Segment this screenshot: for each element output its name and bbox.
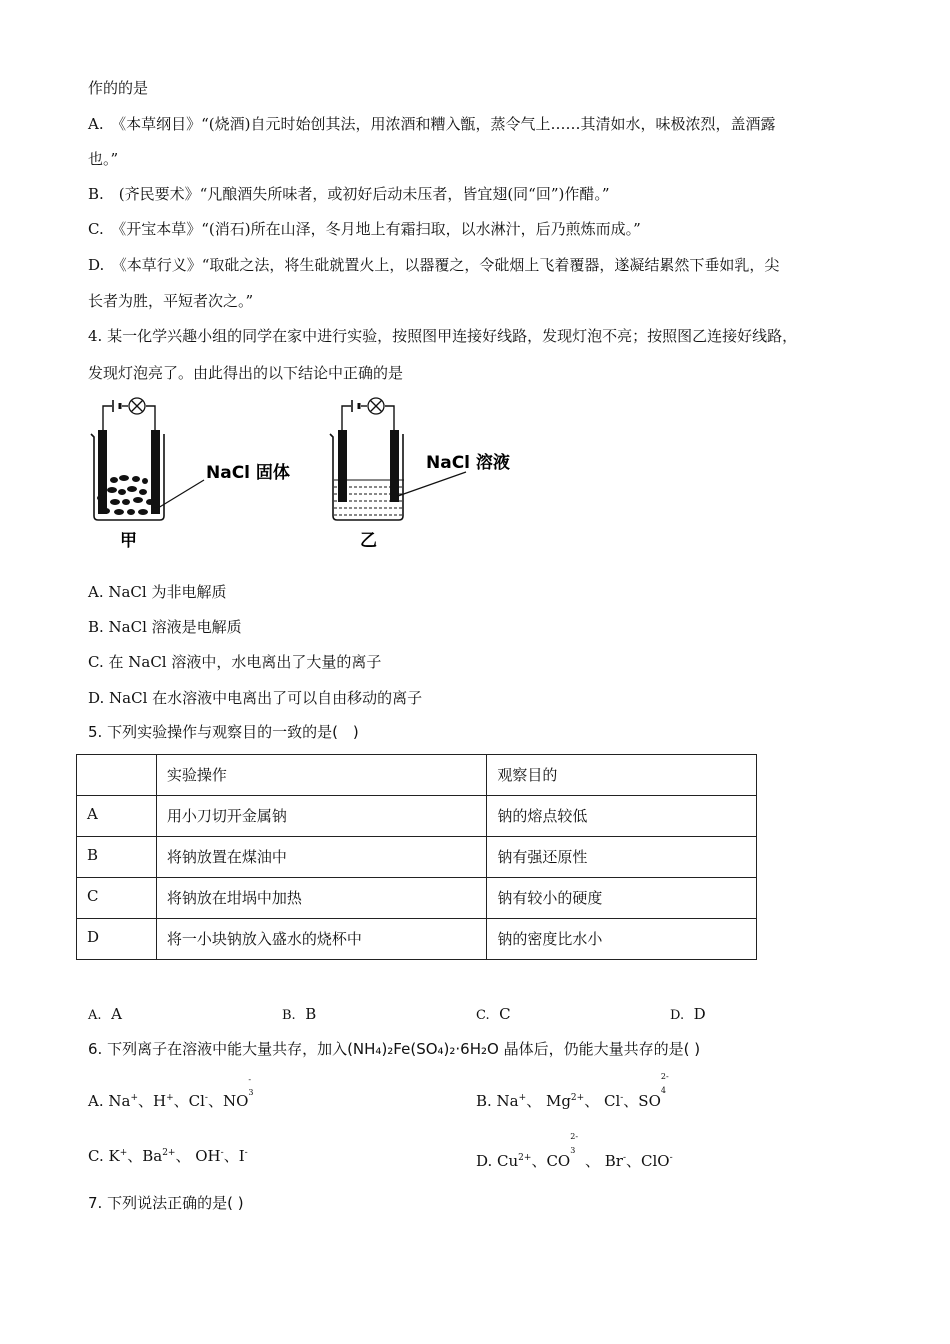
q4-option-a: A. NaCl 为非电解质 [88, 583, 227, 601]
ion-stacked-script [570, 1132, 580, 1166]
table-cell: 将钠放置在煤油中 [156, 837, 486, 878]
ion-text: 、 Cl [584, 1092, 621, 1110]
ion-text: C. K [88, 1147, 120, 1165]
q4-stem: 4. 某一化学兴趣小组的同学在家中进行实验，按照图甲连接好线路，发现灯泡不亮；按照图乙连接好线路， [88, 327, 798, 345]
ion-charge: 2+ [570, 1093, 585, 1103]
ion-subscript: 3 [248, 1088, 254, 1097]
battery-icon [352, 400, 359, 412]
option-value: C [499, 1005, 511, 1023]
ion-text: 、CO [531, 1152, 571, 1170]
ion-charge: 2+ [518, 1153, 532, 1163]
q3-option-b: B. (齐民要术》“凡酿酒失所味者，或初好后动未压者，皆宜翅(同“回”)作醋。” [88, 185, 610, 203]
electrode-left [98, 430, 107, 514]
table-cell: 用小刀切开金属钠 [156, 796, 486, 837]
option-letter: B. [282, 1008, 296, 1023]
ion-text: 、 Mg [526, 1092, 571, 1110]
ion-charge: + [119, 1148, 128, 1158]
table-header-cell: 观察目的 [487, 755, 757, 796]
ion-stacked-script [660, 1072, 671, 1106]
q5-option-d [670, 1004, 706, 1026]
option-value: B [305, 1005, 317, 1023]
table-cell: A [77, 796, 157, 837]
fig-right-label: NaCl 溶液 [426, 453, 510, 473]
q3-option-d: D. 《本草行义》“取砒之法，将生砒就置火上，以器覆之，令砒烟上飞着覆器，遂凝结累然下垂如乳，尖 [88, 256, 780, 274]
ion-subscript: 3 [570, 1146, 576, 1155]
circuit-wire [342, 406, 394, 440]
q6-stem: 6. 下列离子在溶液中能大量共存，加入(NH₄)₂Fe(SO₄)₂·6H₂O 晶体后，仍能大量共存的是( ) [88, 1040, 701, 1058]
ion-charge: - [669, 1153, 673, 1163]
table-cell: 将钠放在坩埚中加热 [156, 878, 486, 919]
q3-stem-tail: 作的的是 [88, 79, 149, 97]
ion-text: 、Cl [173, 1092, 205, 1110]
option-value: A [111, 1005, 122, 1023]
q6-option-b [476, 1072, 671, 1111]
q3-option-a: A. 《本草纲目》“(烧酒)自元时始创其法，用浓酒和糟入甑，蒸令气上……其清如水，味极浓烈，盖酒露 [88, 115, 776, 133]
ion-charge: + [166, 1093, 174, 1103]
table-cell: B [77, 837, 157, 878]
bulb-icon [368, 398, 384, 414]
table-cell: 钠的密度比水小 [487, 919, 757, 960]
ion-text: 、I [223, 1147, 245, 1165]
ion-text: 、 OH [175, 1147, 221, 1165]
ion-charge: + [518, 1093, 527, 1103]
figure-yi [330, 398, 510, 551]
label-pointer-right [398, 472, 466, 496]
battery-icon [113, 400, 120, 412]
q3-option-d-cont: 长者为胜，平短者次之。” [88, 292, 254, 310]
ion-charge: - [622, 1153, 627, 1163]
ion-charge: - [248, 1075, 252, 1084]
q4-stem-cont: 发现灯泡亮了。由此得出的以下结论中正确的是 [88, 364, 404, 382]
table-cell: C [77, 878, 157, 919]
q5-option-c [476, 1004, 511, 1026]
option-letter: C. [476, 1008, 490, 1023]
option-letter: A. [88, 1008, 102, 1023]
table-header-row [77, 755, 757, 796]
q4-option-c: C. 在 NaCl 溶液中，水电离出了大量的离子 [88, 653, 382, 671]
table-cell: 钠有强还原性 [487, 837, 757, 878]
table-row [77, 837, 757, 878]
ion-charge: - [220, 1148, 224, 1158]
q3-option-a-cont: 也。” [88, 150, 119, 168]
option-value: D [693, 1005, 706, 1023]
q4-figure [88, 396, 528, 556]
table-header-cell [77, 755, 157, 796]
table-cell: 钠的熔点较低 [487, 796, 757, 837]
ion-charge: - [204, 1093, 208, 1103]
electrode-left [338, 430, 347, 502]
ion-charge: - [244, 1148, 248, 1158]
ion-text: 、NO [207, 1092, 249, 1110]
q5-stem: 5. 下列实验操作与观察目的一致的是( ) [88, 723, 359, 741]
q3-option-c: C. 《开宝本草》“(消石)所在山泽，冬月地上有霜扫取，以水淋汁，后乃煎炼而成。” [88, 220, 641, 238]
table-row [77, 878, 757, 919]
q6-option-a [88, 1075, 256, 1111]
ion-charge: 2+ [162, 1148, 176, 1158]
table-cell: 钠有较小的硬度 [487, 878, 757, 919]
q7-stem: 7. 下列说法正确的是( ) [88, 1194, 244, 1212]
table-header-cell: 实验操作 [156, 755, 486, 796]
figure-jia [91, 398, 290, 551]
option-letter: D. [670, 1008, 685, 1023]
q4-option-d: D. NaCl 在水溶液中电离出了可以自由移动的离子 [88, 689, 423, 707]
ion-charge: 2- [570, 1132, 579, 1141]
table-cell: 将一小块钠放入盛水的烧杯中 [156, 919, 486, 960]
ion-charge: - [620, 1093, 624, 1103]
ion-text: B. Na [476, 1092, 519, 1110]
ion-text: 、 Br [580, 1152, 623, 1170]
q6-option-d [476, 1132, 673, 1171]
electrode-right [390, 430, 399, 502]
ion-text: 、SO [623, 1092, 661, 1110]
fig-left-label: NaCl 固体 [206, 463, 290, 483]
ion-text: 、Ba [127, 1147, 163, 1165]
ion-subscript: 4 [660, 1086, 666, 1095]
ion-text: 、ClO [626, 1152, 670, 1170]
ion-stacked-script [248, 1075, 256, 1106]
ion-text: D. Cu [476, 1152, 519, 1170]
ion-text: 、H [137, 1092, 167, 1110]
table-row [77, 796, 757, 837]
fig-right-caption: 乙 [360, 531, 377, 551]
table-row [77, 919, 757, 960]
circuit-wire [103, 406, 155, 440]
table-cell: D [77, 919, 157, 960]
ion-charge: + [130, 1093, 138, 1103]
bulb-icon [129, 398, 145, 414]
q5-option-a [88, 1004, 122, 1026]
q5-option-b [282, 1004, 316, 1026]
q6-option-c [88, 1146, 248, 1166]
ion-text: A. Na [88, 1092, 131, 1110]
label-pointer-left [158, 480, 204, 508]
fig-left-caption: 甲 [120, 531, 137, 551]
q5-table [76, 754, 757, 960]
ion-charge: 2- [660, 1072, 669, 1081]
q4-option-b: B. NaCl 溶液是电解质 [88, 618, 242, 636]
